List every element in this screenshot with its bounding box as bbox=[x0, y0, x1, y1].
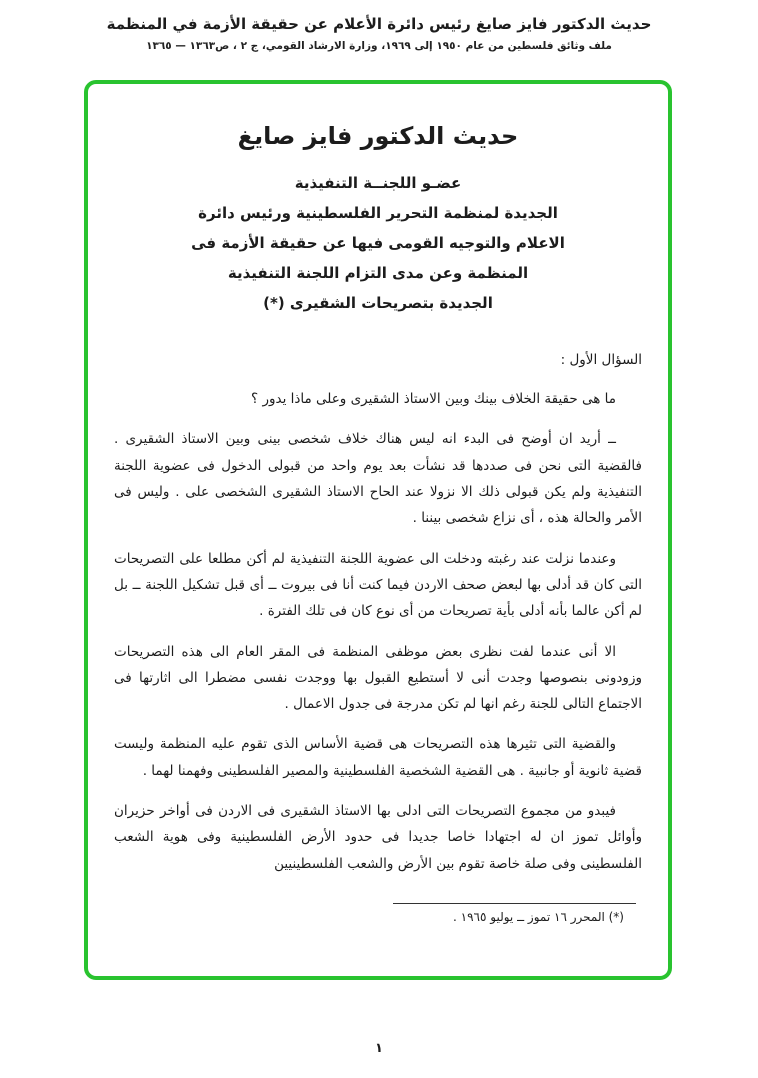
body-paragraph: الا أنى عندما لفت نظرى بعض موظفى المنظمة فى المقر العام الى هذه التصريحات وزودونى بنصوصها وجدت أنى لا أستطيع القبول بها ووجدت نفسى مضطرا الى اثارتها فى الاجتماع التالى للجنة رغم انها لم تكن مدرجة فى جدول الاعمال . bbox=[114, 643, 642, 713]
footnote-text: (*) المحرر ١٦ تموز ــ يوليو ١٩٦٥ . bbox=[453, 910, 624, 924]
subtitle-line: المنظمة وعن مدى التزام اللجنة التنفيذية bbox=[227, 264, 529, 282]
body-paragraph: والقضية التى تثيرها هذه التصريحات هى قضية الأساس الذى تقوم عليه المنظمة وليست قضية ثانوية أو جانبية . هى القضية الشخصية الفلسطينية والمصير الفلسطينى وفهمنا لهما . bbox=[114, 736, 642, 779]
body-paragraph: ــ أريد ان أوضح فى البدء انه ليس هناك خلاف شخصى بينى وبين الاستاذ الشقيرى . فالقضية التى نحن فى صددها قد نشأت بعد يوم واحد من قبولى الدخول فى عضوية اللجنة التنفيذية ولم يكن قبولى ذلك الا نزولا عند الحاح الاستاذ الشقيرى الشخصى على . وليس فى الأمر والحالة هذه ، أى نزاع شخصى بيننا . bbox=[114, 431, 642, 527]
subtitle-line: الجديدة لمنظمة التحرير الفلسطينية ورئيس دائرة bbox=[198, 204, 558, 222]
footnote-divider bbox=[393, 903, 636, 904]
subtitle-line: الاعلام والتوجيه القومى فيها عن حقيقة الأزمة فى bbox=[191, 234, 565, 252]
footnote-block bbox=[114, 903, 642, 924]
subtitle-line: الجديدة بتصريحات الشقيرى (*) bbox=[263, 294, 493, 312]
page-header bbox=[0, 0, 758, 52]
subtitle-line: عضـو اللجنــة التنفيذية bbox=[294, 174, 462, 192]
page-header-title: حديث الدكتور فايز صايغ رئيس دائرة الأعلام عن حقيقة الأزمة في المنظمة bbox=[106, 15, 652, 33]
question-paragraph: ما هى حقيقة الخلاف بينك وبين الاستاذ الشقيرى وعلى ماذا يدور ؟ bbox=[250, 391, 616, 407]
content-frame bbox=[84, 80, 672, 980]
body-paragraph: وعندما نزلت عند رغبته ودخلت الى عضوية اللجنة التنفيذية لم أكن مطلعا على التصريحات التى كان قد أدلى بها لبعض صحف الاردن فيما كنت أنا فى بيروت ــ أى قبل تشكيل اللجنة ــ بل لم أكن عالما بأنه أدلى بأية تصريحات من أى نوع كان فى تلك الفترة . bbox=[114, 550, 642, 620]
page-number: ١ bbox=[375, 1041, 383, 1056]
section-heading: السؤال الأول : bbox=[560, 352, 642, 368]
body-paragraph: فيبدو من مجموع التصريحات التى ادلى بها الاستاذ الشقيرى فى الاردن فى أواخر حزيران وأوائل تموز ان له اجتهادا خاصا جديدا فى حدود الأرض الفلسطينية وفى هوية الشعب الفلسطينى وفى صلة خاصة تقوم بين الأرض والشعب الفلسطينيين bbox=[114, 803, 642, 872]
page-header-source: ملف وثائق فلسطين من عام ١٩٥٠ إلى ١٩٦٩، وزارة الارشاد القومي، ج ٢ ، ص١٣٦٣ — ١٣٦٥ bbox=[146, 40, 612, 52]
document-title: حديث الدكتور فايز صايغ bbox=[237, 122, 519, 150]
document-subtitle bbox=[114, 168, 642, 318]
